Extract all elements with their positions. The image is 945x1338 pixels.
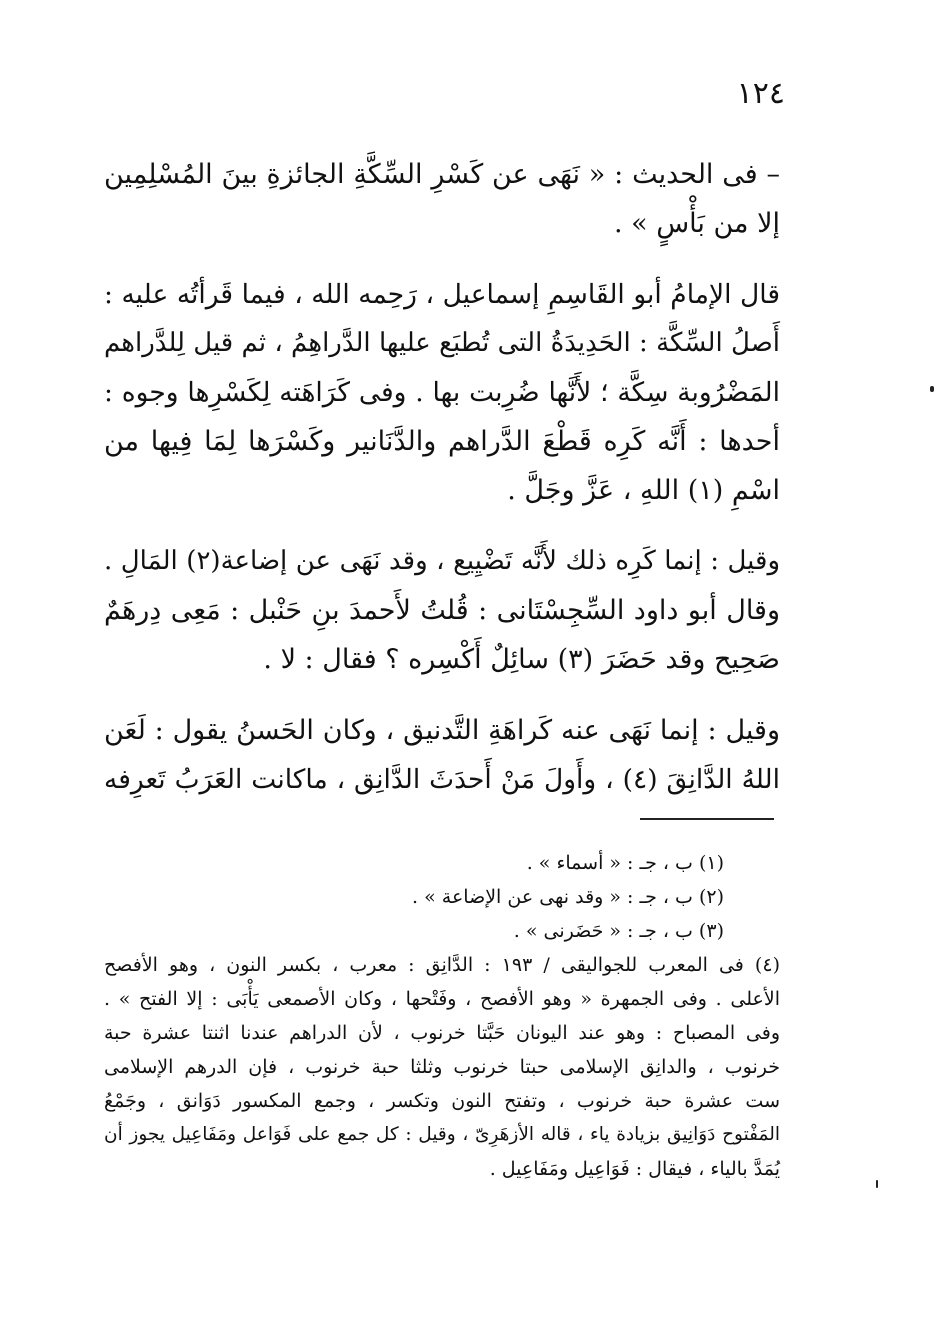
page-number: ١٢٤ <box>736 76 785 111</box>
footnote-line: (٢) ب ، جـ : « وقد نهى عن الإضاعة » . <box>412 886 724 908</box>
text-line: إلا من بَأْسٍ » . <box>613 208 780 239</box>
scan-speck <box>930 386 934 392</box>
text-line: قال الإمامُ أبو القَاسِمِ إسماعيل ، رَحِمه الله ، فيما قَرأتُه عليه : <box>104 279 780 310</box>
paragraph-gap <box>104 684 780 706</box>
text-line: وقال أبو داود السِّجِسْتَانى : قُلتُ لأَحمدَ بنِ حَنْبل : مَعِى دِرهَمٌ <box>104 595 780 626</box>
text-line: وقيل : إنما كَرِه ذلك لأَنَّه تَضْيِيع ، وقد نَهَى عن إضاعة(٢) المَالِ . <box>104 546 780 576</box>
paragraph-gap <box>104 248 780 270</box>
footnote-line: يُمَدَّ بالياء ، فيقال : فَوَاعِيل ومَفَاعِيل . <box>489 1158 780 1180</box>
text-line: وقيل : إنما نَهَى عنه كَراهَةِ التَّدنيق ، وكان الحَسنُ يقول : لَعَن <box>104 715 780 746</box>
footnote-line: خرنوب ، والدانِق الإسلامى حبتا خرنوب وثلثا حبة خرنوب ، فإن الدرهم الإسلامى <box>104 1056 780 1078</box>
footnote-separator <box>640 818 774 820</box>
scan-speck <box>876 1180 878 1188</box>
footnote-line: الأعلى . وفى الجمهرة « وهو الأفصح ، وفَتْحها ، وكان الأصمعى يَأْبَى : إلا الفتح » . <box>104 988 780 1010</box>
text-line: المَضْرُوبة سِكَّة ؛ لأَنَّها ضُرِبت بها . وفى كَرَاهَته لِكَسْرِها وجوه : <box>104 377 780 408</box>
text-line: اسْمِ (١) اللهِ ، عَزَّ وجَلَّ . <box>507 475 780 506</box>
text-line: اللهُ الدَّانِقَ (٤) ، وأَولَ مَنْ أَحدَثَ الدَّانِق ، ماكانت العَرَبُ تَعرِفه <box>104 764 780 795</box>
text-line: صَحِيح وقد حَضَرَ (٣) سائِلٌ أَكْسِره ؟ فقال : لا . <box>263 644 780 675</box>
footnote-line: ست عشرة حبة خرنوب ، وتفتح النون وتكسر ، وجمع المكسور دَوَانق ، وجَمْعُ <box>104 1090 780 1112</box>
text-line: أحدها : أَنَّه كَرِه قَطْعَ الدَّراهم والدَّنَانير وكَسْرَها لِمَا فِيها من <box>104 426 780 457</box>
footnote-line: (٤) فى المعرب للجواليقى / ١٩٣ : الدَّانِق : معرب ، بكسر النون ، وهو الأفصح <box>104 954 780 976</box>
main-text <box>104 150 780 804</box>
footnote-line: (٣) ب ، جـ : « حَضَرنى » . <box>513 920 724 942</box>
footnote-line: وفى المصباح : وهو عند اليونان حَبَّتا خرنوب ، لأن الدراهم عندنا اثنتا عشرة حبة <box>104 1022 780 1044</box>
text-line: – فى الحديث : « نَهَى عن كَسْرِ السِّكَّةِ الجائزةِ بينَ المُسْلِمِين <box>104 159 780 190</box>
footnote-line: (١) ب ، جـ : « أسماء » . <box>526 852 724 874</box>
footnote-line: المَفْتوح دَوَانِيق بزيادة ياء ، قاله الأزهَرِىّ ، وقيل : كل جمع على فَوَاعل ومَفَاعِيل يجوز أن <box>104 1124 780 1145</box>
text-line: أَصلُ السِّكَّة : الحَدِيدَةُ التى تُطبَع عليها الدَّراهِمُ ، ثم قيل لِلدَّراهم <box>104 328 780 358</box>
paragraph-gap <box>104 515 780 537</box>
footnotes <box>104 846 780 1186</box>
